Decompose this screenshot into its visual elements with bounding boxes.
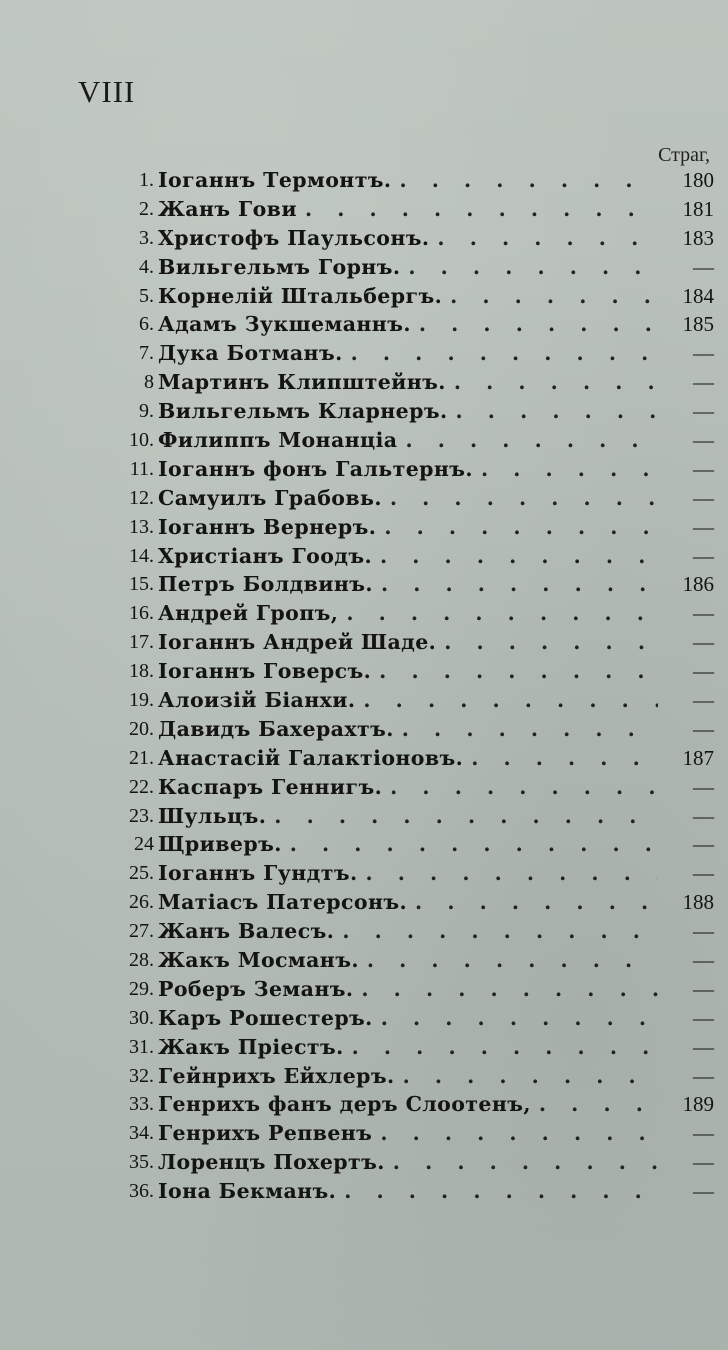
dot-leader [471, 744, 658, 773]
toc-entry [106, 1091, 714, 1120]
toc-entry [106, 1004, 714, 1033]
entry-page: — [693, 716, 714, 741]
entry-number: 28. [129, 949, 154, 972]
dot-leader [366, 859, 659, 888]
entry-name: Жанъ Валесъ. [158, 919, 335, 944]
entry-number: 17. [129, 631, 154, 654]
toc-entry [106, 195, 714, 224]
entry-page: — [693, 456, 714, 481]
entry-number: 12. [129, 486, 154, 509]
entry-number: 10. [129, 429, 154, 451]
dot-leader [363, 686, 658, 715]
dot-leader [403, 1062, 658, 1091]
entry-page: — [693, 341, 714, 366]
toc-entry [106, 715, 714, 744]
entry-page: — [693, 774, 714, 799]
entry-number: 18. [129, 660, 154, 683]
entry-page: 184 [682, 283, 714, 308]
dot-leader [437, 224, 658, 253]
page-number: VIII [78, 74, 136, 109]
entry-number: 14. [129, 544, 154, 567]
entry-number: 3. [139, 226, 154, 249]
entry-name: Іоганнъ Термонтъ. [158, 167, 392, 192]
entry-page: — [693, 688, 714, 713]
toc-entry [106, 282, 714, 311]
entry-number: 22. [129, 775, 154, 798]
dot-leader [408, 253, 658, 282]
toc-entry [106, 686, 714, 715]
entry-number: 19. [129, 689, 154, 712]
dot-leader [481, 455, 658, 484]
entry-page: — [693, 861, 714, 886]
entry-name: Анастасій Галактіоновъ. [158, 745, 464, 770]
toc-entry [106, 310, 714, 339]
entry-number: 7. [139, 342, 154, 365]
entry-name: Генрихъ фанъ деръ Слоотенъ, [158, 1092, 531, 1117]
entry-page: 185 [682, 312, 714, 337]
entry-page: 186 [682, 572, 714, 597]
dot-leader [399, 166, 658, 195]
entry-number: 4. [139, 255, 154, 278]
entry-page: — [693, 630, 714, 655]
dot-leader [539, 1090, 658, 1119]
entry-name: Щриверъ. [158, 832, 282, 857]
entry-number: 31. [129, 1035, 154, 1058]
entry-name: Роберъ Земанъ. [158, 976, 354, 1001]
entry-number: 16. [129, 602, 154, 625]
entry-name: Гейнрихъ Ейхлеръ. [158, 1063, 395, 1088]
toc-entry [106, 975, 714, 1004]
entry-page: — [693, 254, 714, 279]
entry-page: — [693, 485, 714, 510]
entry-name: Каръ Рошестеръ. [158, 1005, 373, 1030]
toc-entry [106, 1033, 714, 1062]
toc-entry [106, 946, 714, 975]
toc-entry [106, 1062, 714, 1091]
dot-leader [450, 282, 658, 311]
entry-page: — [693, 1063, 714, 1088]
toc-entry [106, 339, 714, 368]
toc-entry [106, 397, 714, 426]
dot-leader [342, 917, 658, 946]
entry-number: 32. [129, 1064, 154, 1087]
entry-name: Іоганнъ Говерсъ. [158, 659, 372, 684]
entry-name: Жанъ Гови [158, 196, 297, 221]
dot-leader [274, 802, 658, 831]
entry-page: 181 [682, 196, 714, 221]
entry-number: 13. [129, 515, 154, 538]
toc-entry [106, 253, 714, 282]
dot-leader [390, 484, 658, 513]
entry-number: 33. [129, 1093, 154, 1116]
entry-number: 15. [129, 573, 154, 596]
dot-leader [380, 542, 658, 571]
entry-number: 25. [129, 862, 154, 885]
entry-page: — [693, 428, 714, 452]
entry-name: Генрихъ Репвенъ [158, 1121, 373, 1146]
entry-name: Іона Бекманъ. [158, 1179, 337, 1204]
toc-entry [106, 570, 714, 599]
entry-number: 23. [129, 804, 154, 827]
toc-entry [106, 1177, 714, 1206]
entry-number: 30. [129, 1006, 154, 1029]
entry-name: Андрей Гропъ, [158, 601, 339, 626]
entry-number: 1. [139, 168, 154, 191]
entry-number: 36. [129, 1180, 154, 1203]
entry-name: Адамъ Зукшеманнъ. [158, 312, 411, 337]
dot-leader [381, 570, 658, 599]
table-of-contents [106, 166, 714, 1206]
dot-leader [393, 1148, 658, 1177]
entry-page: 188 [682, 890, 714, 915]
entry-name: Жакъ Мосманъ. [158, 948, 359, 973]
toc-entry [106, 599, 714, 628]
entry-name: Матіасъ Патерсонъ. [158, 890, 408, 915]
dot-leader [454, 368, 658, 397]
entry-page: 187 [682, 745, 714, 770]
entry-page: — [693, 543, 714, 568]
dot-leader [390, 773, 658, 802]
entry-number: 2. [139, 197, 154, 220]
entry-page: — [693, 1005, 714, 1030]
entry-page: 189 [682, 1092, 714, 1117]
toc-entry [106, 888, 714, 917]
toc-entry [106, 1148, 714, 1177]
toc-entry [106, 542, 714, 571]
entry-name: Каспаръ Геннигъ. [158, 774, 383, 799]
toc-entry [106, 859, 714, 888]
entry-number: 27. [129, 920, 154, 943]
entry-name: Дука Ботманъ. [158, 341, 343, 366]
entry-page: — [693, 803, 714, 828]
toc-entry [106, 1119, 714, 1148]
toc-entry [106, 484, 714, 513]
entry-page: — [693, 832, 714, 857]
toc-entry [106, 802, 714, 831]
dot-leader [367, 946, 658, 975]
dot-leader [379, 657, 658, 686]
dot-leader [384, 513, 658, 542]
entry-name: Самуилъ Грабовь. [158, 485, 382, 510]
entry-page: — [693, 948, 714, 973]
entry-number: 5. [139, 284, 154, 307]
entry-name: Вильгельмъ Горнъ. [158, 254, 401, 279]
entry-page: — [693, 399, 714, 424]
entry-name: Шульцъ. [158, 803, 267, 828]
dot-leader [290, 830, 658, 859]
entry-name: Христофъ Паульсонъ. [158, 225, 430, 250]
entry-name: Филиппъ Монанціа [158, 428, 398, 452]
toc-entry [106, 830, 714, 859]
entry-page: — [693, 1179, 714, 1204]
entry-name: Лоренцъ Похертъ. [158, 1150, 385, 1175]
page-column-heading: Страг, [658, 144, 710, 166]
toc-entry [106, 455, 714, 484]
entry-number: 26. [129, 891, 154, 914]
entry-number: 29. [129, 977, 154, 1000]
entry-name: Петръ Болдвинъ. [158, 572, 373, 597]
dot-leader [346, 599, 658, 628]
dot-leader [351, 339, 658, 368]
toc-entry [106, 917, 714, 946]
toc-entry [106, 513, 714, 542]
dot-leader [419, 310, 658, 339]
entry-name: Іоганнъ фонъ Гальтернъ. [158, 456, 473, 481]
dot-leader [380, 1119, 658, 1148]
entry-name: Вильгельмъ Кларнеръ. [158, 399, 448, 424]
entry-number: 21. [129, 746, 154, 769]
entry-number: 35. [129, 1151, 154, 1174]
entry-number: 34. [129, 1122, 154, 1145]
dot-leader [344, 1177, 658, 1206]
entry-page: — [693, 1121, 714, 1146]
dot-leader [381, 1004, 658, 1033]
entry-page: — [693, 1150, 714, 1175]
entry-page: — [693, 514, 714, 539]
entry-number: 6. [139, 313, 154, 336]
toc-entry [106, 368, 714, 397]
entry-name: Мартинъ Клипштейнъ. [158, 370, 446, 395]
toc-entry [106, 166, 714, 195]
toc-entry [106, 657, 714, 686]
entry-name: Корнелій Штальбергъ. [158, 283, 443, 308]
entry-name: Алоизій Біанхи. [158, 688, 356, 713]
entry-name: Давидъ Бахерахтъ. [158, 716, 394, 741]
entry-page: — [693, 601, 714, 626]
entry-number: 11. [129, 457, 154, 480]
toc-entry [106, 224, 714, 253]
toc-entry [106, 628, 714, 657]
dot-leader [402, 715, 658, 744]
entry-name: Христіанъ Гоодъ. [158, 543, 372, 568]
entry-page: — [693, 1034, 714, 1059]
dot-leader [444, 628, 658, 657]
dot-leader [352, 1033, 658, 1062]
dot-leader [456, 397, 658, 426]
dot-leader [305, 195, 658, 224]
entry-number: 9. [139, 400, 154, 423]
dot-leader [361, 975, 658, 1004]
entry-page: — [693, 659, 714, 684]
entry-name: Іоганнъ Гундтъ. [158, 861, 358, 886]
entry-number: 20. [129, 717, 154, 740]
entry-page: 183 [682, 225, 714, 250]
toc-entry [106, 744, 714, 773]
entry-number: 24 [134, 833, 154, 856]
dot-leader [415, 888, 658, 917]
toc-entry [106, 426, 714, 455]
entry-page: — [693, 919, 714, 944]
entry-name: Іоганнъ Андрей Шаде. [158, 630, 437, 655]
entry-name: Жакъ Пріестъ. [158, 1034, 344, 1059]
entry-page: — [693, 370, 714, 395]
entry-number: 8 [144, 371, 154, 394]
entry-page: — [693, 976, 714, 1001]
entry-name: Іоганнъ Вернеръ. [158, 514, 377, 539]
dot-leader [405, 426, 658, 455]
entry-page: 180 [682, 167, 714, 192]
toc-entry [106, 773, 714, 802]
